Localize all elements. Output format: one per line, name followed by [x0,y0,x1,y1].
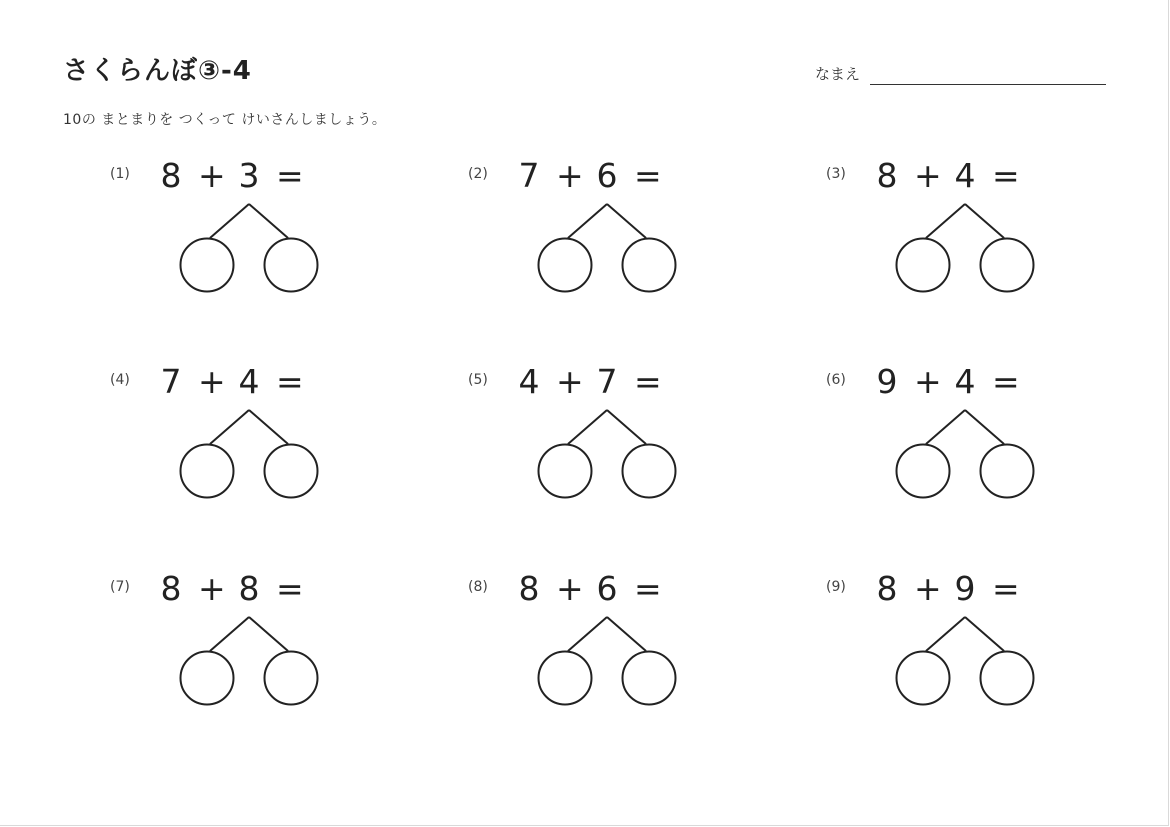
plus-sign: + [198,569,226,608]
equals-sign: = [992,362,1020,401]
cherry-diagram [894,392,1036,502]
problem-number: (7) [110,579,130,595]
answer-circle-left[interactable] [539,239,592,292]
addend-b: 8 [238,569,260,608]
cherry-stem-right [965,410,1004,444]
plus-sign: + [198,156,226,195]
cherry-diagram [536,599,678,709]
problem-number: (9) [826,579,846,595]
problem-6 [826,364,1086,514]
name-field-line[interactable] [870,84,1106,85]
cherry-diagram [536,392,678,502]
addend-b: 7 [596,362,618,401]
name-label: なまえ [815,65,861,83]
addend-b: 4 [954,362,976,401]
answer-circle-right[interactable] [265,652,318,705]
equals-sign: = [276,362,304,401]
answer-circle-right[interactable] [981,652,1034,705]
cherry-diagram [178,599,320,709]
addend-a: 8 [876,569,898,608]
cherry-stem-left [210,204,249,238]
answer-circle-left[interactable] [539,445,592,498]
answer-circle-left[interactable] [897,239,950,292]
answer-circle-left[interactable] [539,652,592,705]
plus-sign: + [914,362,942,401]
addend-b: 6 [596,569,618,608]
answer-circle-right[interactable] [623,652,676,705]
cherry-stem-left [210,617,249,651]
cherry-diagram [536,186,678,296]
cherry-stem-right [965,617,1004,651]
cherry-stem-left [926,617,965,651]
answer-circle-left[interactable] [897,652,950,705]
equals-sign: = [276,569,304,608]
answer-circle-right[interactable] [623,239,676,292]
problem-2 [468,158,728,308]
problem-9 [826,571,1086,721]
problem-3 [826,158,1086,308]
cherry-stem-right [249,204,288,238]
cherry-stem-left [568,204,607,238]
answer-circle-right[interactable] [981,445,1034,498]
answer-circle-left[interactable] [897,445,950,498]
answer-circle-left[interactable] [181,239,234,292]
equals-sign: = [634,362,662,401]
plus-sign: + [556,156,584,195]
cherry-stem-left [926,204,965,238]
addend-b: 4 [954,156,976,195]
problem-8 [468,571,728,721]
addend-a: 9 [876,362,898,401]
cherry-stem-left [926,410,965,444]
problem-number: (6) [826,372,846,388]
plus-sign: + [556,362,584,401]
answer-circle-right[interactable] [981,239,1034,292]
problem-number: (5) [468,372,488,388]
cherry-stem-right [249,410,288,444]
cherry-stem-right [249,617,288,651]
problem-4 [110,364,370,514]
answer-circle-left[interactable] [181,445,234,498]
problem-5 [468,364,728,514]
cherry-stem-right [607,617,646,651]
problem-number: (8) [468,579,488,595]
cherry-diagram [178,392,320,502]
addend-a: 8 [160,569,182,608]
cherry-stem-right [965,204,1004,238]
cherry-diagram [894,599,1036,709]
problem-number: (2) [468,166,488,182]
addend-a: 7 [518,156,540,195]
cherry-diagram [894,186,1036,296]
addend-b: 6 [596,156,618,195]
instructions-text: 10の まとまりを つくって けいさんしましょう。 [63,112,387,128]
equals-sign: = [276,156,304,195]
addend-a: 8 [876,156,898,195]
plus-sign: + [198,362,226,401]
equals-sign: = [634,156,662,195]
plus-sign: + [556,569,584,608]
problem-number: (4) [110,372,130,388]
cherry-stem-right [607,204,646,238]
problem-number: (1) [110,166,130,182]
problem-number: (3) [826,166,846,182]
problem-1 [110,158,370,308]
answer-circle-right[interactable] [265,445,318,498]
plus-sign: + [914,569,942,608]
addend-b: 4 [238,362,260,401]
answer-circle-left[interactable] [181,652,234,705]
answer-circle-right[interactable] [265,239,318,292]
plus-sign: + [914,156,942,195]
addend-a: 8 [518,569,540,608]
addend-b: 3 [238,156,260,195]
addend-a: 4 [518,362,540,401]
answer-circle-right[interactable] [623,445,676,498]
equals-sign: = [634,569,662,608]
addend-a: 7 [160,362,182,401]
cherry-stem-left [568,617,607,651]
equals-sign: = [992,156,1020,195]
equals-sign: = [992,569,1020,608]
worksheet-title: さくらんぼ③-4 [63,56,252,86]
cherry-stem-left [568,410,607,444]
cherry-stem-left [210,410,249,444]
cherry-stem-right [607,410,646,444]
cherry-diagram [178,186,320,296]
problem-7 [110,571,370,721]
addend-b: 9 [954,569,976,608]
addend-a: 8 [160,156,182,195]
